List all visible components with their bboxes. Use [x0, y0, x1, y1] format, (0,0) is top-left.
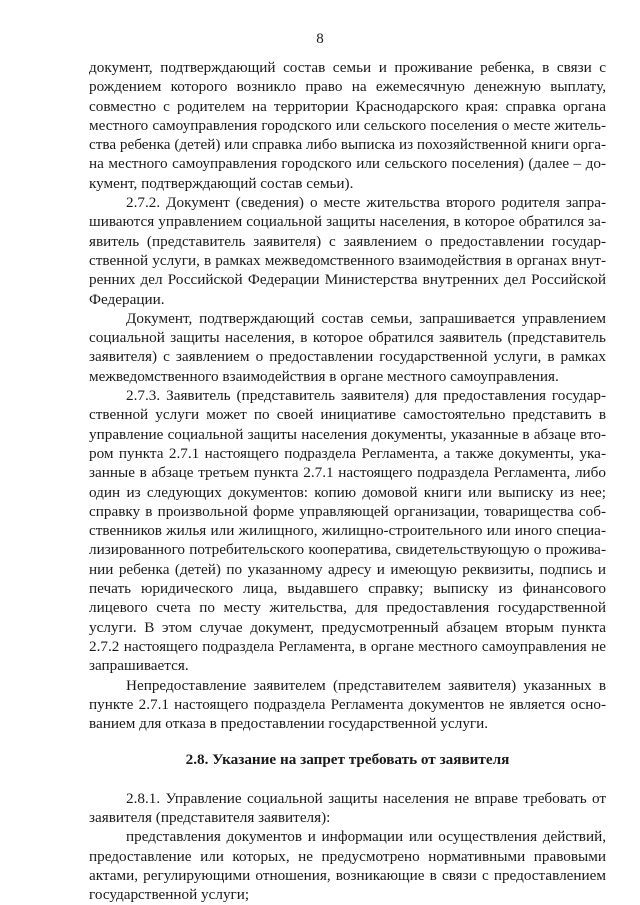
- paragraph-2-8-1: 2.8.1. Управление социальной защиты населения не вправе требовать от заявителя (представителя заявителя):: [89, 789, 606, 826]
- paragraph-prohibited-requirements: представления документов и информации или осуществления действий, предоставление или которых, не предусмотрено нормативными правовыми актами, регулирующими отношения, возникающие в связи с предоставлением государственной услуги;: [89, 828, 606, 904]
- paragraph-non-submission: Непредоставление заявителем (представителем заявителя) указанных в пункте 2.7.1 настоящего подраздела Регламента документов не является основанием для отказа в предоставлении государственной услуги.: [89, 676, 606, 733]
- paragraph-family-document-request: Документ, подтверждающий состав семьи, запрашивается управлением социальной защиты населения, в которое обратился заявитель (представитель заявителя) с заявлением о предоставлении государственной услуги, в рамках межведомственного взаимодействия в органе местного самоуправления.: [89, 309, 606, 385]
- section-heading-2-8: 2.8. Указание на запрет требовать от заявителя: [185, 751, 510, 769]
- paragraph-family-document: документ, подтверждающий состав семьи и проживание ребенка, в связи с рождением которого возникло право на ежемесячную денежную выплату, совместно с родителем на территории Краснодарского края: справка органа местного самоуправления городского или сельского поселения о месте жительства ребенка (детей) или справка либо выписка из похозяйственной книги органа местного самоуправления городского или сельского поселения) (далее – документ, подтверждающий состав семьи).: [89, 59, 606, 192]
- paragraph-2-7-2: 2.7.2. Документ (сведения) о месте жительства второго родителя запрашиваются управлением социальной защиты населения, в которое обратился заявитель (представитель заявителя) с заявлением о предоставлении государственной услуги, в рамках межведомственного взаимодействия в органах внутренних дел Российской Федерации Министерства внутренних дел Российской Федерации.: [89, 194, 606, 308]
- page-number: 8: [316, 31, 324, 47]
- document-body: [89, 58, 606, 904]
- paragraph-2-7-3: 2.7.3. Заявитель (представитель заявителя) для предоставления государственной услуги может по своей инициативе самостоятельно представить в управление социальной защиты населения документы, указанные в абзаце втором пункта 2.7.1 настоящего подраздела Регламента, а также документы, указанные в абзаце третьем пункта 2.7.1 настоящего подраздела Регламента, либо один из следующих документов: копию домовой книги или выписку из нее; справку в произвольной форме управляющей организации, товарищества собственников жилья или жилищного, жилищно-строительного или иного специализированного потребительского кооператива, свидетельствующую о проживании ребенка (детей) по указанному адресу и имеющую реквизиты, подпись и печать юридического лица, выдавшего справку; выписку из финансового лицевого счета по месту жительства, для предоставления государственной услуги. В этом случае документ, предусмотренный абзацем вторым пункта 2.7.2 настоящего подраздела Регламента, в органе местного самоуправления не запрашивается.: [89, 387, 606, 675]
